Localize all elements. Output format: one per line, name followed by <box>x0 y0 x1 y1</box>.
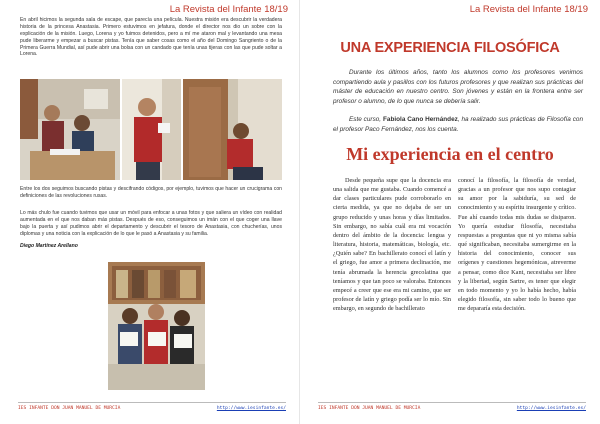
page-footer <box>18 406 286 416</box>
footer-school: IES INFANTE DON JUAN MANUEL DE MURCIA <box>318 406 421 411</box>
photo-student-at-door <box>183 79 282 180</box>
body-column-1: Desde pequeña supe que la docencia era una salida que me gustaba. Cuando comencé a dar clases particulares pude corroborarlo en cierta medida, ya que no dejaba de ser un grupo reducido y unas horas y días limitados. Sin embargo, no sabía cuál era mi vocación dentro del ámbito de la docencia: lengua y literatura, historia, matemáticas, biología, etc. ¿Quién sabe? En bachillerato conocí el latín y el griego, fue amor a primera declinación, me tenía abrumada la herencia grecolatina que teníamos y que tan poco se valoraba. Entonces empecé a creer que ese era mi camino, que ser profesor de latín y griego podía ser lo mío. Sin embargo, en segundo de bachillerato <box>333 177 451 313</box>
photo-students-at-table <box>20 79 120 180</box>
photo-student-in-red <box>122 79 181 180</box>
running-head: La Revista del Infante 18/19 <box>169 4 288 15</box>
page-footer <box>318 406 586 416</box>
article-subtitle: Mi experiencia en el centro <box>346 144 554 164</box>
right-page <box>300 0 600 424</box>
third-paragraph: Lo más chulo fue cuando tuvimos que usar un móvil para enfocar a unas fotos y que saliera un vídeo con realidad aumentada en el que nos daban más pistas. Después de eso, conseguimos un imán con el que coger una llave bajo la puerta y así pudimos abrir el departamento y descubrir el tesoro de Anastasia, con chucherías, unos diplomas y una noticia con la explicación de lo que le pasó a Anastasia y su familia. <box>20 210 282 237</box>
running-head: La Revista del Infante 18/19 <box>469 4 588 15</box>
lead-credit-after: , ha realizado sus prácticas de Filosofía con el profesor Paco Fernández, nos los cuenta. <box>333 116 584 133</box>
lead-credit <box>333 115 583 134</box>
second-paragraph: Entre los dos seguimos buscando pistas y descifrando códigos, por ejemplo, tuvimos que hacer un crucigrama con definiciones de las revoluciones rusas. <box>20 186 282 199</box>
photo-group-with-diplomas <box>108 262 205 390</box>
footer-rule <box>318 402 586 403</box>
article-title: UNA EXPERIENCIA FILOSÓFICA <box>340 40 560 56</box>
lead-paragraph: Durante los últimos años, tanto los alumnos como los profesores venimos compartiendo aula y pasillos con los futuros profesores y que realizan sus prácticas del máster de educación en nuestro centro. Son jóvenes y están en la frontera entre ser profesor o alumno, de lo que nunca se debería salir. <box>333 69 583 105</box>
footer-link[interactable]: http://www.iesinfante.es/ <box>216 406 286 411</box>
body-column-2: conocí la filosofía, la filosofía de verdad, gracias a un profesor que nos supo contagiar su amor por la sabiduría, su sed de conocimiento y su espíritu insurgente y crítico. Fue ahí cuando todas mis dudas se disiparon. Yo quería estudiar filosofía, necesitaba respuestas a preguntas que ni yo misma sabía qué significaban, necesitaba sumergirme en la historia del conocimiento, conocer sus orígenes y cuestiones hegemónicas, atreverme a pensar, como dice Kant, necesitaba ser libre y la libertad, según Sartre, es tener que elegir en todo momento y yo lo había hecho, había elegido filosofía, sin saber todo lo bueno que me depararía esta decisión. <box>458 177 576 313</box>
footer-school: IES INFANTE DON JUAN MANUEL DE MURCIA <box>18 406 121 411</box>
footer-rule <box>18 402 286 403</box>
author-name: Fabiola Cano Hernández <box>383 116 458 123</box>
lead-credit-before: Este curso, <box>349 116 383 123</box>
author-name: Diego Martínez Arellano <box>20 243 78 249</box>
intro-paragraph: En abril hicimos la segunda sala de escape, que parecía una película. Nuestra misión era descubrir la verdadera historia de la princesa Anastasia. Primero estuvimos en jefatura, donde el director nos dio un sobre con la explicación de la misión. Luego, Lorena y yo fuimos detenidos, pero a mí me ataron mal y levantando una mesa pude liberarme y empezar a buscar pistas. Tenía que saber cosas como el año del Domingo Sangriento o de la Primera Guerra Mundial, así pude abrir una bolsa con un candado que tenía unas tijeras con las que pude soltar a Lorena. <box>20 17 282 58</box>
footer-link[interactable]: http://www.iesinfante.es/ <box>516 406 586 411</box>
